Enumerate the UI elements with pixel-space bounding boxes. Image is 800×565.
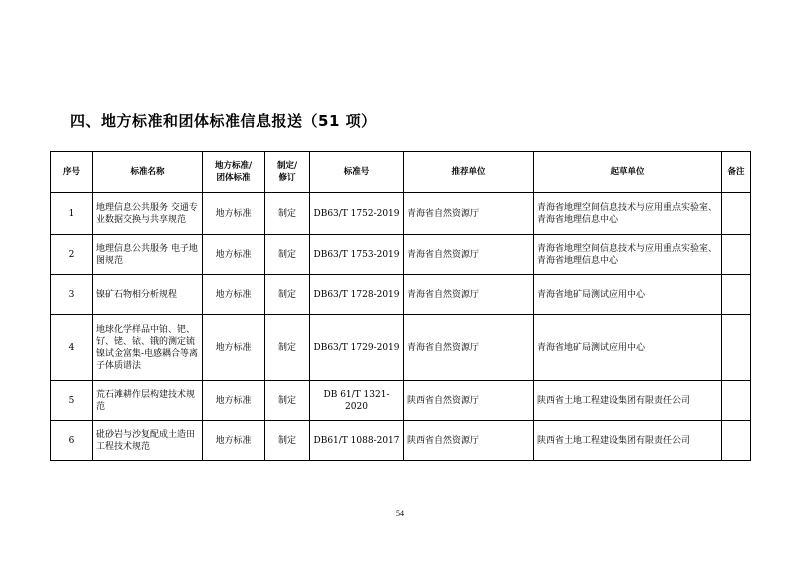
table-row <box>51 421 751 461</box>
table-row <box>51 315 751 381</box>
cell-code: DB63/T 1728-2019 <box>310 275 404 315</box>
cell-name: 镍矿石物相分析规程 <box>93 275 203 315</box>
cell-action: 制定 <box>265 235 310 275</box>
cell-type: 地方标准 <box>203 421 265 461</box>
header-action-line1: 制定/ <box>276 161 298 171</box>
table-header-row <box>51 152 751 193</box>
header-action <box>265 152 310 193</box>
header-seq: 序号 <box>51 152 93 193</box>
cell-remark <box>722 235 751 275</box>
cell-drafter: 陕西省土地工程建设集团有限责任公司 <box>534 381 722 421</box>
header-type-line2: 团体标准 <box>216 173 251 183</box>
cell-remark <box>722 421 751 461</box>
cell-action: 制定 <box>265 421 310 461</box>
cell-seq: 2 <box>51 235 93 275</box>
cell-seq: 1 <box>51 193 93 235</box>
cell-name: 地理信息公共服务 电子地图规范 <box>93 235 203 275</box>
cell-remark <box>722 193 751 235</box>
cell-recommender: 青海省自然资源厅 <box>404 275 534 315</box>
cell-type: 地方标准 <box>203 193 265 235</box>
cell-remark <box>722 275 751 315</box>
table-row <box>51 235 751 275</box>
cell-action: 制定 <box>265 381 310 421</box>
cell-name: 荒石滩耕作层构建技术规范 <box>93 381 203 421</box>
cell-type: 地方标准 <box>203 315 265 381</box>
cell-code: DB63/T 1729-2019 <box>310 315 404 381</box>
cell-action: 制定 <box>265 193 310 235</box>
cell-name: 地理信息公共服务 交通专业数据交换与共享规范 <box>93 193 203 235</box>
cell-drafter: 青海省地矿局测试应用中心 <box>534 315 722 381</box>
cell-seq: 5 <box>51 381 93 421</box>
cell-drafter: 青海省地矿局测试应用中心 <box>534 275 722 315</box>
cell-type: 地方标准 <box>203 275 265 315</box>
header-name: 标准名称 <box>93 152 203 193</box>
cell-drafter: 青海省地理空间信息技术与应用重点实验室、青海省地理信息中心 <box>534 193 722 235</box>
cell-recommender: 陕西省自然资源厅 <box>404 381 534 421</box>
cell-name: 砒砂岩与沙复配成土造田工程技术规范 <box>93 421 203 461</box>
page-number: 54 <box>396 509 404 518</box>
cell-seq: 3 <box>51 275 93 315</box>
cell-action: 制定 <box>265 275 310 315</box>
cell-code: DB 61/T 1321-2020 <box>310 381 404 421</box>
standards-table <box>50 151 751 461</box>
cell-drafter: 陕西省土地工程建设集团有限责任公司 <box>534 421 722 461</box>
cell-recommender: 陕西省自然资源厅 <box>404 421 534 461</box>
header-remark: 备注 <box>722 152 751 193</box>
cell-recommender: 青海省自然资源厅 <box>404 315 534 381</box>
header-drafter: 起草单位 <box>534 152 722 193</box>
cell-seq: 6 <box>51 421 93 461</box>
header-code: 标准号 <box>310 152 404 193</box>
header-type <box>203 152 265 193</box>
cell-code: DB63/T 1753-2019 <box>310 235 404 275</box>
header-type-line1: 地方标准/ <box>214 161 253 171</box>
cell-code: DB63/T 1752-2019 <box>310 193 404 235</box>
cell-code: DB61/T 1088-2017 <box>310 421 404 461</box>
cell-type: 地方标准 <box>203 381 265 421</box>
cell-recommender: 青海省自然资源厅 <box>404 235 534 275</box>
header-recommender: 推荐单位 <box>404 152 534 193</box>
section-title: 四、地方标准和团体标准信息报送（51 项） <box>70 112 377 130</box>
table-row <box>51 275 751 315</box>
cell-remark <box>722 381 751 421</box>
header-action-line2: 修订 <box>278 173 296 183</box>
cell-seq: 4 <box>51 315 93 381</box>
cell-remark <box>722 315 751 381</box>
cell-type: 地方标准 <box>203 235 265 275</box>
table-row <box>51 193 751 235</box>
cell-recommender: 青海省自然资源厅 <box>404 193 534 235</box>
cell-action: 制定 <box>265 315 310 381</box>
cell-drafter: 青海省地理空间信息技术与应用重点实验室、青海省地理信息中心 <box>534 235 722 275</box>
cell-name: 地球化学样品中铂、钯、钌、铑、铱、锇的测定锍镍试金富集-电感耦合等离子体质谱法 <box>93 315 203 381</box>
table-row <box>51 381 751 421</box>
